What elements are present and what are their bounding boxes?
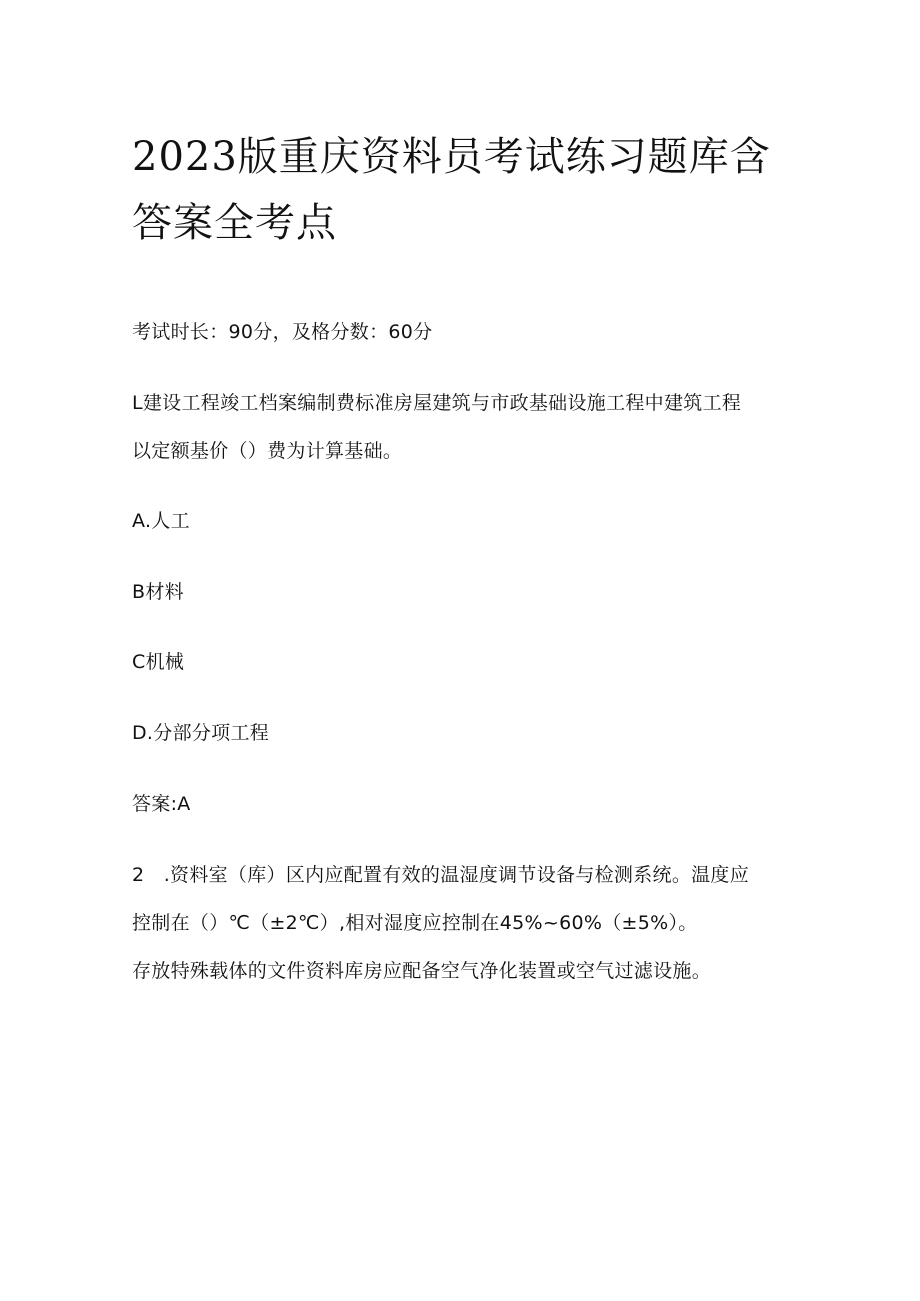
question-2-line-1: 2 .资料室（库）区内应配置有效的温湿度调节设备与检测系统。温度应	[132, 864, 750, 886]
question-1-line-2: 以定额基价（）费为计算基础。	[132, 440, 403, 462]
question-1-option-a: A.人工	[132, 510, 190, 532]
question-1-option-b: B材料	[132, 581, 184, 603]
question-2-line-3: 存放特殊载体的文件资料库房应配备空气净化装置或空气过滤设施。	[132, 960, 712, 982]
question-1-option-c: C机械	[132, 651, 185, 673]
document-title-line-2: 答案全考点	[132, 200, 337, 246]
question-1-line-1: L建设工程竣工档案编制费标准房屋建筑与市政基础设施工程中建筑工程	[132, 392, 742, 414]
question-1-option-d: D.分部分项工程	[132, 722, 270, 744]
document-title-line-1: 2023版重庆资料员考试练习题库含	[132, 134, 771, 180]
exam-info: 考试时长：90分，及格分数：60分	[132, 321, 433, 343]
question-1-answer: 答案:A	[132, 793, 191, 815]
question-2-line-2: 控制在（）℃（±2℃）,相对湿度应控制在45%~60%（±5%）。	[132, 912, 698, 934]
